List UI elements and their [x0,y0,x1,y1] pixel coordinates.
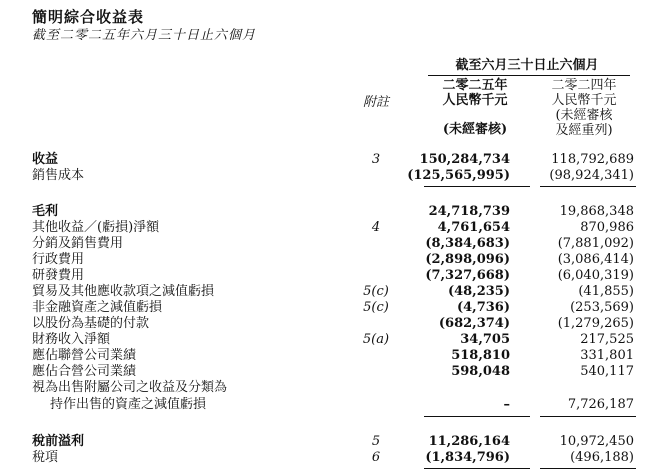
prior-column-header [532,78,636,138]
table-row [0,364,660,380]
row-note: 5 [371,434,381,449]
subtotal-rule [540,416,636,417]
row-prior: (7,881,092) [557,236,634,251]
table-row [0,220,660,236]
row-prior: 217,525 [580,332,634,347]
table-row [0,300,660,316]
table-row [0,316,660,332]
row-label: 毛利 [32,204,59,219]
current-column-header [420,78,530,137]
spacer [420,108,530,122]
row-label: 應佔合營公司業績 [32,364,137,379]
prior-year: 二零二四年 [551,78,617,93]
subtotal-rule [424,416,530,417]
row-note: 4 [371,220,381,235]
row-label: 銷售成本 [32,168,85,183]
note-column-header: 附註 [362,95,389,110]
current-status: (未經審核) [442,122,508,137]
row-label: 行政費用 [32,252,85,267]
row-current: (682,374) [438,316,510,331]
row-label: 稅項 [32,450,59,465]
row-label: 分銷及銷售費用 [32,236,124,251]
table-row [0,252,660,268]
row-prior: 19,868,348 [559,204,634,219]
table-row [0,284,660,300]
row-label: 其他收益／(虧損)淨額 [32,220,160,235]
row-prior: (41,855) [578,284,634,299]
subtotal-rule [424,186,530,187]
row-prior: 870,986 [580,220,634,235]
row-current: (7,327,668) [425,268,510,283]
row-prior: (1,279,265) [557,316,634,331]
subtotal-rule [424,468,530,469]
row-prior: 7,726,187 [567,397,634,412]
row-label: 非金融資產之減值虧損 [32,300,163,315]
table-row [0,397,660,413]
row-prior: (3,086,414) [557,252,634,267]
row-label: 研發費用 [32,268,85,283]
row-label: 應佔聯營公司業績 [32,348,137,363]
table-row [0,204,660,220]
period-header: 截至六月三十日止六個月 [455,58,599,73]
table-row [0,434,660,450]
row-current: (48,235) [447,284,510,299]
table-row [0,380,660,396]
row-current: (2,898,096) [425,252,510,267]
row-label: 財務收入淨額 [32,332,111,347]
row-current: 24,718,739 [428,204,510,219]
row-current: 34,705 [460,332,510,347]
subtotal-rule [540,186,636,187]
statement-title: 簡明綜合收益表 [32,8,145,26]
row-current: 4,761,654 [437,220,510,235]
current-year: 二零二五年 [442,78,508,93]
prior-unit: 人民幣千元 [551,93,617,108]
prior-status-line1: (未經審核 [555,108,613,123]
row-label: 持作出售的資產之減值虧損 [50,397,207,412]
row-note: 5(c) [363,300,389,315]
table-row [0,268,660,284]
table-row [0,332,660,348]
row-label: 貿易及其他應收款項之減值虧損 [32,284,215,299]
row-prior: 10,972,450 [559,434,634,449]
row-prior: 540,117 [580,364,634,379]
row-prior: (496,188) [570,450,634,465]
row-label: 視為出售附屬公司之收益及分類為 [32,380,228,395]
table-row [0,168,660,184]
row-current: 150,284,734 [419,152,510,167]
current-unit: 人民幣千元 [442,93,508,108]
table-row [0,348,660,364]
row-current: 518,810 [451,348,510,363]
subtotal-rule [540,468,636,469]
period-underline [428,75,630,76]
row-label: 以股份為基礎的付款 [32,316,150,331]
statement-subtitle: 截至二零二五年六月三十日止六個月 [32,28,257,43]
row-current: – [503,397,510,412]
row-note: 3 [371,152,381,167]
row-prior: (6,040,319) [557,268,634,283]
prior-status-line2: 及經重列) [555,123,613,138]
row-prior: (253,569) [570,300,634,315]
table-row [0,152,660,168]
row-current: 598,048 [451,364,510,379]
table-row [0,450,660,466]
table-row [0,236,660,252]
row-prior: 331,801 [580,348,634,363]
row-current: (8,384,683) [425,236,510,251]
row-note: 5(a) [362,332,390,347]
row-note: 6 [371,450,381,465]
row-label: 稅前溢利 [32,434,85,449]
row-current: (125,565,995) [407,168,510,183]
row-note: 5(c) [363,284,389,299]
row-label: 收益 [32,152,59,167]
row-prior: (98,924,341) [549,168,634,183]
row-current: (1,834,796) [425,450,510,465]
row-current: 11,286,164 [428,434,510,449]
row-prior: 118,792,689 [551,152,634,167]
row-current: (4,736) [456,300,510,315]
